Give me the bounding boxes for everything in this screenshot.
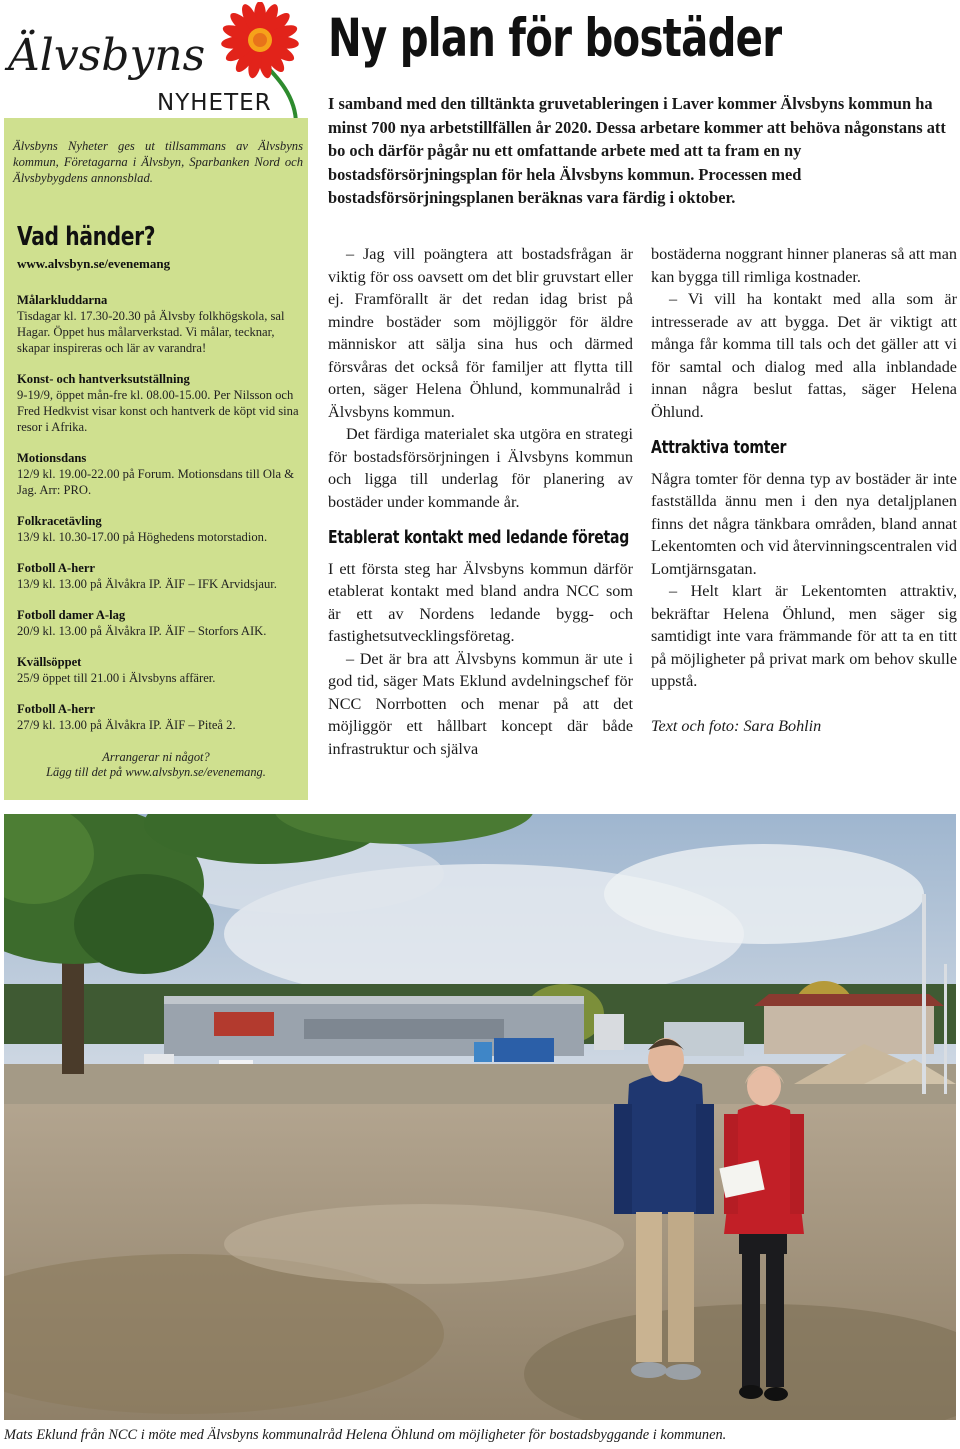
event-item	[17, 607, 302, 639]
article-paragraph: Några tomter för denna typ av bostäder är inte fastställda ännu men i den nya detaljplanen finns det några tänkbara områden, bland annat Lekentomten och vid återvinningscentralen vid Lomtjärnsgatan.	[651, 469, 957, 578]
article-photo	[4, 814, 956, 1420]
article-column-2	[651, 243, 957, 737]
event-details: 9-19/9, öppet mån-fre kl. 08.00-15.00. Per Nilsson och Fred Hedkvist visar konst och hantverk de köpt vid sina resor i Afrika.	[17, 388, 299, 434]
event-title: Folkracetävling	[17, 514, 102, 528]
event-item	[17, 701, 302, 733]
article-paragraph: – Jag vill poängtera att bostadsfrågan är viktig för oss oavsett om det blir gruvstart eller ej. Framförallt är det redan idag brist på mindre bostäder som möjliggör för äldre människor att sälja sina hus och därmed försvåras det också för familjer att flytta till orten, säger Helena Öhlund, kommunalråd i Älvsbyns kommun.	[328, 245, 633, 421]
event-title: Målarkluddarna	[17, 293, 108, 307]
article-paragraph: Det färdiga materialet ska utgöra en strategi för bostadsförsörjningen i Älvsbyns kommun och ligga till underlag för planering av bostäder under kommande år.	[328, 425, 633, 511]
event-title: Fotboll damer A-lag	[17, 608, 126, 622]
sidebar-footer-question: Arrangerar ni något?	[102, 750, 210, 764]
events-url-link[interactable]: www.alvsbyn.se/evenemang	[17, 256, 171, 271]
event-details: 12/9 kl. 19.00-22.00 på Forum. Motionsdans till Ola & Jag. Arr: PRO.	[17, 467, 295, 497]
article-paragraph: – Vi vill ha kontakt med alla som är intresserade av att bygga. Det är viktigt att många får komma till tals och det gäller att vi för samtal och dialog med alla inblandade innan några beslut fattas, säger Helena Öhlund.	[651, 290, 957, 421]
article-subheading: Etablerat kontakt med ledande företag	[328, 527, 630, 548]
event-item	[17, 654, 302, 686]
event-details: 27/9 kl. 13.00 på Älvåkra IP. ÄIF – Piteå 2.	[17, 718, 236, 732]
article-byline: Text och foto: Sara Bohlin	[651, 716, 822, 735]
event-item	[17, 560, 302, 592]
article-paragraph: – Helt klart är Lekentomten attraktiv, bekräftar Helena Öhlund, men säger sig samtidigt inte vara främmande för att ta en titt på möjligheter på privat mark om behov skulle uppstå.	[651, 582, 957, 690]
logo-nyheter: NYHETER	[157, 90, 272, 116]
article-paragraph: – Det är bra att Älvsbyns kommun är ute i god tid, säger Mats Eklund avdelningschef för NCC Norrbotten och menar på att det möjliggör ett hållbart koncept där både infrastruktur och själva	[328, 649, 633, 758]
event-title: Motionsdans	[17, 451, 87, 465]
event-details: Tisdagar kl. 17.30-20.30 på Älvsby folkhögskola, sal Hagar. Öppet hus målarverkstad. Vi målar, tecknar, skapar inspireras och lär av varandra!	[17, 309, 285, 355]
sidebar-footer	[4, 750, 308, 780]
article-subheading: Attraktiva tomter	[651, 437, 787, 458]
event-title: Fotboll A-herr	[17, 702, 95, 716]
article-lead: I samband med den tilltänkta gruvetableringen i Laver kommer Älvsbyns kommun ha minst 700 nya arbetstillfällen år 2020. Dessa arbetare kommer att behöva någonstans att bo och därför pågår nu ett omfattande arbete med att ta fram en ny bostadsförsörjningsplan för hela Älvsbyns kommun. Processen med bostadsförsörjningsplanen beräknas vara färdig i oktober.	[328, 94, 946, 208]
event-list	[17, 292, 302, 748]
article-headline: Ny plan för bostäder	[328, 8, 782, 69]
masthead	[0, 0, 310, 125]
article-paragraph: bostäderna noggrant hinner planeras så att man kan bygga till rimliga kostnader.	[651, 245, 957, 286]
event-title: Fotboll A-herr	[17, 561, 95, 575]
article-column-1	[328, 243, 633, 760]
photo-caption: Mats Eklund från NCC i möte med Älvsbyns kommunalråd Helena Öhlund om möjligheter för bostadsbyggande i kommunen.	[4, 1427, 727, 1443]
event-title: Kvällsöppet	[17, 655, 82, 669]
sidebar-title: Vad händer?	[17, 222, 156, 252]
event-item	[17, 450, 302, 498]
event-title: Konst- och hantverksutställning	[17, 372, 190, 386]
event-details: 13/9 kl. 10.30-17.00 på Höghedens motorstadion.	[17, 530, 268, 544]
article-paragraph: I ett första steg har Älvsbyns kommun därför etablerat kontakt med bland andra NCC som är ett av Nordens ledande bygg- och fastighetsutvecklingsföretag.	[328, 559, 633, 645]
sidebar-intro: Älvsbyns Nyheter ges ut tillsammans av Älvsbyns kommun, Företagarna i Älvsbyn, Sparbanken Nord och Älvsbybygdens annonsblad.	[13, 139, 303, 185]
event-item	[17, 513, 302, 545]
event-details: 20/9 kl. 13.00 på Älvåkra IP. ÄIF – Storfors AIK.	[17, 624, 267, 638]
event-details: 25/9 öppet till 21.00 i Älvsbyns affärer.	[17, 671, 216, 685]
logo-script: Älvsbyns	[8, 30, 206, 81]
photo-scene	[4, 814, 956, 1420]
events-sidebar	[4, 118, 308, 800]
event-item	[17, 371, 302, 435]
sidebar-footer-cta: Lägg till det på www.alvsbyn.se/evenemang.	[46, 765, 266, 779]
event-details: 13/9 kl. 13.00 på Älvåkra IP. ÄIF – IFK Arvidsjaur.	[17, 577, 277, 591]
event-item	[17, 292, 302, 356]
